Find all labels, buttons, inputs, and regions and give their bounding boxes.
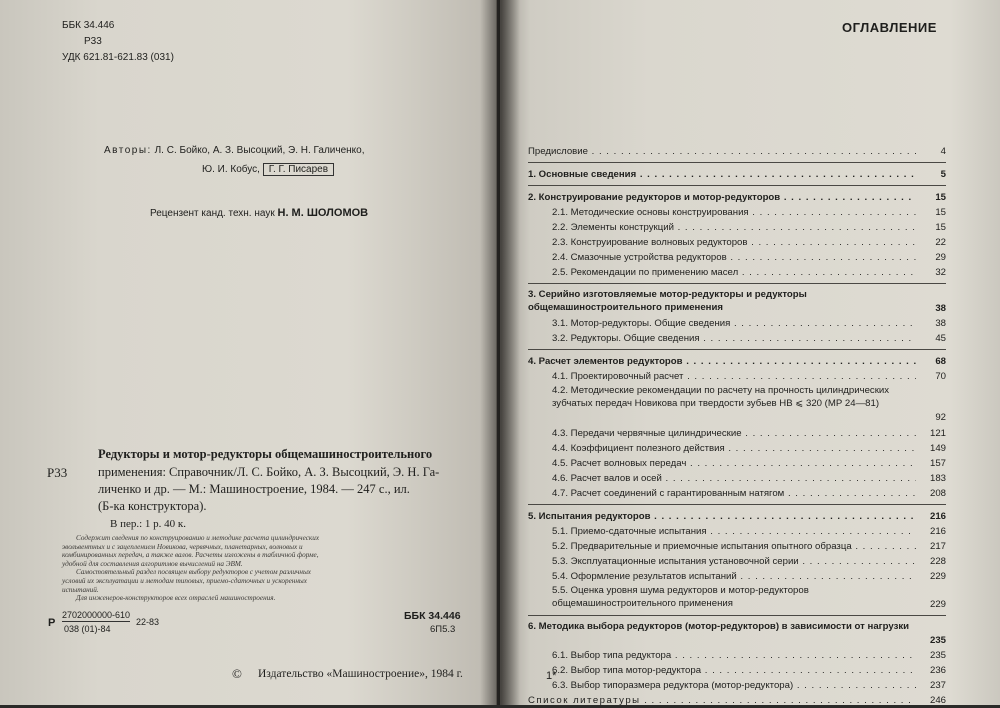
authors-line1 <box>104 145 365 156</box>
biblio-code: Р33 <box>47 465 68 480</box>
abstract-line: Содержит сведения по конструированию и методике расчета цилиндрических <box>76 534 320 542</box>
toc-page-number: 235 <box>929 650 946 661</box>
toc-page-number: 246 <box>929 695 946 706</box>
toc-title: 3. Серийно изготовляемые мотор-редукторы и редукторы общемашиностроительного применения <box>528 289 807 313</box>
author-kobus: Ю. И. Кобус, <box>202 164 260 175</box>
class-letter: Р <box>48 617 56 629</box>
toc-title: 6.2. Выбор типа мотор-редуктора . . . <box>552 663 916 678</box>
toc-section <box>528 486 946 501</box>
author-mark: Р33 <box>84 36 102 47</box>
toc-title: 4.4. Коэффициент полезного действия . . . <box>552 441 916 456</box>
toc-page-number: 217 <box>929 541 946 552</box>
biblio-line4: (Б-ка конструктора). <box>98 499 207 513</box>
toc-chapter <box>528 190 946 205</box>
biblio-title: Редукторы и мотор-редукторы общемашиностроительного <box>98 447 433 461</box>
toc-section <box>528 331 946 346</box>
toc-chapter <box>528 509 946 524</box>
toc-section <box>528 369 946 384</box>
page-title: ОГЛАВЛЕНИЕ <box>842 20 937 35</box>
copyright-icon: © <box>232 666 242 681</box>
abstract-line: Самостоятельный раздел посвящен выбору редукторов с учетом различных <box>76 568 311 577</box>
toc-page-number: 15 <box>935 192 946 203</box>
toc-title: 2.5. Рекомендации по применению масел . . . <box>552 265 916 280</box>
toc-title: 6.3. Выбор типоразмера редуктора (мотор-редуктора) . . . <box>552 678 916 693</box>
toc-title: Список литературы . . . <box>528 693 916 708</box>
toc-section <box>528 678 946 693</box>
abstract-line: Для инженеров-конструкторов всех отраслей машиностроения. <box>76 594 276 603</box>
toc-title: 3.1. Мотор-редукторы. Общие сведения . . . <box>552 316 916 331</box>
toc-page-number: 4 <box>940 146 946 157</box>
toc-page-number: 183 <box>929 473 946 484</box>
toc-title: 2.4. Смазочные устройства редукторов . . . <box>552 250 916 265</box>
toc-section <box>528 648 946 663</box>
toc-title: 6.1. Выбор типа редуктора . . . <box>552 648 916 663</box>
toc-section <box>528 539 946 554</box>
signature-mark: 1* <box>546 670 557 682</box>
toc-page-number: 70 <box>935 371 946 382</box>
toc-section <box>528 265 946 280</box>
toc-title: 2. Конструирование редукторов и мотор-редукторов . . . <box>528 190 916 205</box>
toc-section <box>528 471 946 486</box>
toc-chapter <box>528 354 946 369</box>
toc-separator <box>528 283 946 284</box>
toc-page-number: 15 <box>935 222 946 233</box>
class-suffix: 22-83 <box>136 617 160 627</box>
toc-section <box>528 524 946 539</box>
class-numerator: 2702000000-610 <box>62 610 131 620</box>
toc-page-number: 216 <box>929 526 946 537</box>
toc-section <box>528 456 946 471</box>
toc-section <box>528 554 946 569</box>
toc-separator <box>528 615 946 616</box>
toc-title: 5.3. Эксплуатационные испытания установочной серии . . . <box>552 554 916 569</box>
toc-separator <box>528 349 946 350</box>
toc-title: 5.4. Оформление результатов испытаний . . . <box>552 569 916 584</box>
toc-section <box>528 584 946 612</box>
toc-section <box>528 220 946 235</box>
toc-separator <box>528 162 946 163</box>
reviewer-name: Н. М. ШОЛОМОВ <box>277 207 369 219</box>
authors-names: Л. С. Бойко, А. З. Высоцкий, Э. Н. Галиченко, <box>154 145 365 156</box>
toc-page-number: 32 <box>935 267 946 278</box>
toc-page-number: 157 <box>929 458 946 469</box>
bbk-bottom: ББК 34.446 <box>404 610 461 622</box>
toc-page-number: 68 <box>935 356 946 367</box>
toc-chapter <box>528 167 946 182</box>
toc-title: 2.1. Методические основы конструирования . . . <box>552 205 916 220</box>
toc-section <box>528 316 946 331</box>
book-gutter <box>480 0 520 705</box>
toc-page-number: 237 <box>929 680 946 691</box>
toc-title: Предисловие . . . <box>528 144 916 159</box>
toc-page-number: 29 <box>935 252 946 263</box>
biblio-line2: применения: Справочник/Л. С. Бойко, А. З. Высоцкий, Э. Н. Га- <box>98 465 440 479</box>
toc-page-number: 38 <box>935 303 946 314</box>
authors-label: Авторы: <box>104 145 152 156</box>
toc-title: 1. Основные сведения . . . <box>528 167 916 182</box>
toc-section <box>528 250 946 265</box>
toc-title: 4.6. Расчет валов и осей . . . <box>552 471 916 486</box>
toc-title: 2.2. Элементы конструкций . . . <box>552 220 916 235</box>
boxed-author: Г. Г. Писарев <box>263 163 334 176</box>
toc-title: 4.1. Проектировочный расчет . . . <box>552 369 916 384</box>
toc-title: 6. Методика выбора редукторов (мотор-редукторов) в зависимости от нагрузки <box>528 621 910 632</box>
toc-page-number: 208 <box>929 488 946 499</box>
toc-title: 4.7. Расчет соединений с гарантированным натягом . . . <box>552 486 916 501</box>
toc-title: 2.3. Конструирование волновых редукторов . . . <box>552 235 916 250</box>
toc-title: 4.5. Расчет волновых передач . . . <box>552 456 916 471</box>
toc-section <box>528 569 946 584</box>
toc-title: 4.2. Методические рекомендации по расчету на прочность цилиндрических зубчатых передач Новикова при твердости зубьев HB ⩽ 320 (МР 24—81) <box>552 385 890 409</box>
price: В пер.: 1 р. 40 к. <box>110 518 187 530</box>
toc-chapter <box>528 693 946 708</box>
toc-section <box>528 235 946 250</box>
toc-page-number: 5 <box>940 169 946 180</box>
toc-page-number: 216 <box>929 511 946 522</box>
bbk-bottom-2: 6П5.3 <box>430 624 456 635</box>
toc-title: 5. Испытания редукторов . . . <box>528 509 916 524</box>
toc-chapter <box>528 144 946 159</box>
abstract-line: эвольвентных и с зацеплением Новикова, червячных, планетарных, волновых и <box>62 542 303 551</box>
toc-page-number: 235 <box>929 635 946 646</box>
abstract <box>62 534 319 603</box>
toc-page-number: 149 <box>929 443 946 454</box>
toc-chapter <box>528 288 946 316</box>
toc-page-number: 38 <box>935 318 946 329</box>
toc-section <box>528 426 946 441</box>
toc-separator <box>528 185 946 186</box>
toc-title: 5.2. Предварительные и приемочные испытания опытного образца . . . <box>552 539 916 554</box>
toc-page-number: 22 <box>935 237 946 248</box>
toc-section <box>528 205 946 220</box>
table-of-contents <box>528 144 946 708</box>
toc-chapter <box>528 620 946 648</box>
reviewer-line <box>150 207 368 219</box>
copyright: Издательство «Машиностроение», 1984 г. <box>258 668 463 680</box>
udk-code: УДК 621.81-621.83 (031) <box>62 52 174 63</box>
toc-page-number: 92 <box>935 412 946 423</box>
toc-section <box>528 441 946 456</box>
toc-page-number: 121 <box>929 428 946 439</box>
toc-title: 4.3. Передачи червячные цилиндрические . . . <box>552 426 916 441</box>
toc-page-number: 236 <box>929 665 946 676</box>
toc-title: 3.2. Редукторы. Общие сведения . . . <box>552 331 916 346</box>
abstract-line: удобной для составления алгоритмов вычислений на ЭВМ. <box>62 559 243 568</box>
class-denominator: 038 (01)-84 <box>64 624 111 634</box>
reviewer-prefix: Рецензент канд. техн. наук <box>150 208 275 219</box>
toc-page-number: 229 <box>929 599 946 610</box>
toc-title: 4. Расчет элементов редукторов . . . <box>528 354 916 369</box>
bbk-code: ББК 34.446 <box>62 20 115 31</box>
toc-page-number: 228 <box>929 556 946 567</box>
toc-section <box>528 663 946 678</box>
toc-separator <box>528 504 946 505</box>
authors-line2 <box>202 164 334 175</box>
toc-page-number: 229 <box>929 571 946 582</box>
abstract-line: испытаний. <box>62 585 99 594</box>
biblio-line3: личенко и др. — М.: Машиностроение, 1984. — 247 с., ил. <box>98 482 410 496</box>
left-page <box>0 0 497 705</box>
abstract-line: комбинированных передач, а также валов. Расчеты изложены в табличной форме, <box>62 551 319 560</box>
toc-page-number: 15 <box>935 207 946 218</box>
toc-title: 5.1. Приемо-сдаточные испытания . . . <box>552 524 916 539</box>
toc-section <box>528 384 946 426</box>
toc-page-number: 45 <box>935 333 946 344</box>
toc-title: 5.5. Оценка уровня шума редукторов и мотор-редукторов общемашиностроительного применения <box>552 585 809 609</box>
abstract-line: условий их эксплуатации и методам типовых, приемо-сдаточных и ускоренных <box>62 576 307 585</box>
